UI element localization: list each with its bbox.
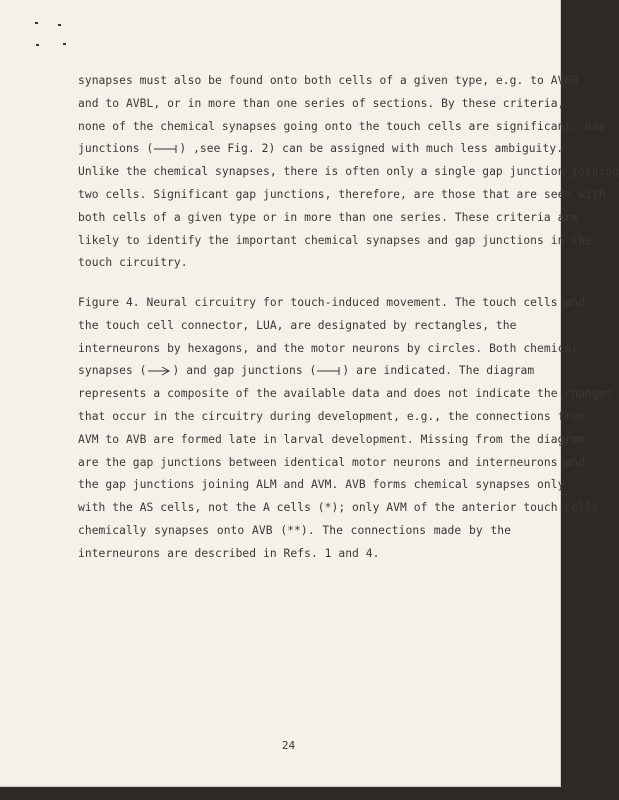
gap-junction-icon: [153, 144, 179, 154]
text-line: with the AS cells, not the A cells (*); only AVM of the anterior touch cells: [78, 501, 599, 515]
text-line: synapses must also be found onto both cells of a given type, e.g. to AVBR: [78, 74, 579, 87]
text-line: interneurons are described in Refs. 1 and 4.: [78, 546, 380, 560]
text-segment: ) are indicated. The diagram: [342, 364, 535, 378]
text-line: represents a composite of the available data and does not indicate the changes: [78, 387, 613, 401]
text-line: AVM to AVB are formed late in larval development. Missing from the diagram: [78, 432, 585, 446]
text-line: the gap junctions joining ALM and AVM. AVB forms chemical synapses only: [78, 478, 565, 492]
text-line: likely to identify the important chemical synapses and gap junctions in the: [78, 233, 592, 247]
page-number: 24: [281, 739, 296, 752]
text-segment: ) ,see Fig. 2) can be assigned with much less ambiguity.: [179, 142, 564, 156]
margin-mark: [58, 24, 61, 26]
text-line: [78, 138, 564, 161]
text-segment: ) and gap junctions (: [172, 364, 317, 378]
arrow-icon: [147, 366, 173, 376]
text-line: [78, 360, 535, 383]
margin-mark: [63, 43, 66, 45]
paragraph-synapse-criteria: [78, 70, 619, 275]
text-line: none of the chemical synapses going onto the touch cells are significant. Gap: [78, 119, 606, 133]
text-line: are the gap junctions between identical motor neurons and interneurons and: [78, 455, 585, 469]
text-line: chemically synapses onto AVB (**). The connections made by the: [78, 523, 511, 537]
text-line: the touch cell connector, LUA, are designated by rectangles, the: [78, 318, 517, 332]
paragraph-figure-4-caption: [78, 292, 613, 566]
margin-mark: [36, 44, 39, 46]
margin-mark: [35, 22, 38, 24]
gap-junction-icon: [316, 366, 342, 376]
text-line: that occur in the circuitry during development, e.g., the connections from: [78, 409, 585, 423]
text-segment: synapses (: [78, 364, 147, 378]
text-line: and to AVBL, or in more than one series of sections. By these criteria,: [78, 96, 565, 110]
text-line: interneurons by hexagons, and the motor neurons by circles. Both chemical: [78, 341, 579, 355]
text-line: both cells of a given type or in more than one series. These criteria are: [78, 210, 579, 224]
text-line: Figure 4. Neural circuitry for touch-induced movement. The touch cells and: [78, 296, 585, 309]
text-line: Unlike the chemical synapses, there is often only a single gap junction joining: [78, 165, 619, 179]
text-line: two cells. Significant gap junctions, therefore, are those that are seen with: [78, 187, 606, 201]
text-line: touch circuitry.: [78, 256, 188, 270]
text-segment: junctions (: [78, 142, 154, 156]
